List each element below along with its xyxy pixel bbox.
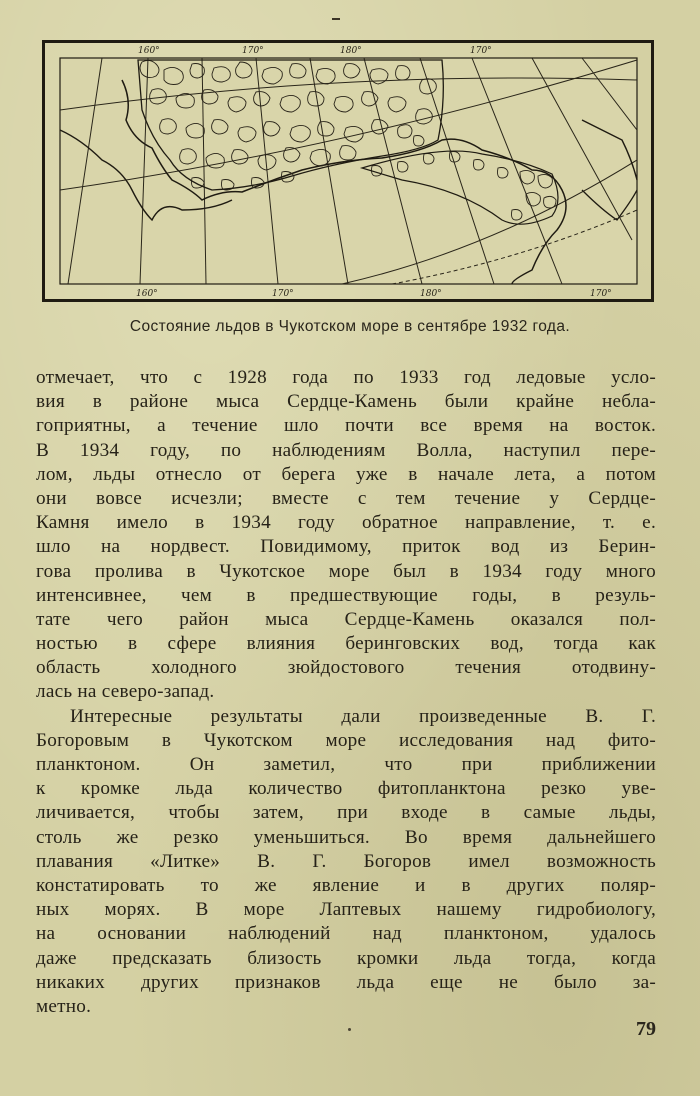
text-line: личивается, чтобы затем, при входе в самые льды, bbox=[36, 802, 656, 824]
text-line: лась на северо-запад. bbox=[36, 681, 215, 703]
text-line: Интересные результаты дали произведенные В. Г. bbox=[70, 705, 656, 727]
text-line: столь же резко уменьшиться. Во время дальнейшего bbox=[36, 826, 656, 848]
text-line: область холодного зюйдостового течения отодвину- bbox=[36, 657, 656, 679]
text-line: планктоном. Он заметил, что при приближении bbox=[36, 754, 656, 775]
text-line: никаких других признаков льда еще не было за- bbox=[36, 971, 656, 993]
text-line: Богоровым в Чукотском море исследования над фито- bbox=[36, 729, 656, 751]
text-line: Камня имело в 1934 году обратное направление, т. е. bbox=[36, 512, 656, 534]
text-line: ных морях. В море Лаптевых нашему гидробиологу, bbox=[36, 899, 656, 921]
text-line: тате чего район мыса Сердце-Камень оказался пол- bbox=[36, 608, 656, 630]
ice-map bbox=[42, 40, 654, 302]
stray-dot bbox=[348, 1028, 351, 1031]
bottom-tick-180: 180° bbox=[420, 289, 442, 299]
text-line: гоприятны, а течение шло почти все время на восток. bbox=[36, 415, 656, 437]
map-caption: Состояние льдов в Чукотском море в сентябре 1932 года. bbox=[129, 318, 571, 335]
text-line: на основании наблюдений над планктоном, удалось bbox=[36, 923, 656, 945]
top-tick-170: 170° bbox=[242, 46, 264, 56]
top-mark bbox=[332, 18, 340, 20]
bottom-tick-160: 160° bbox=[136, 289, 158, 299]
text-line: вия в районе мыса Сердце-Камень были крайне неблa- bbox=[36, 391, 656, 413]
text-line: метно. bbox=[36, 995, 92, 1017]
text-line: даже предсказать близость кромки льда тогда, когда bbox=[36, 947, 656, 969]
text-line: они вовсе исчезли; вместе с тем течение у Сердце- bbox=[36, 487, 656, 509]
text-line: к кромке льда количество фитопланктона резко уве- bbox=[36, 778, 656, 800]
text-line: отмечает, что с 1928 года по 1933 год ледовые усло- bbox=[36, 367, 656, 388]
text-line: шло на нордвест. Повидимому, приток вод из Берин- bbox=[36, 536, 656, 558]
top-tick-160: 160° bbox=[138, 46, 160, 56]
text-line: плавания «Литке» В. Г. Богоров имел возможность bbox=[36, 850, 656, 872]
top-tick-170-w: 170° bbox=[470, 46, 492, 56]
text-line: интенсивнее, чем в предшествующие годы, в резуль- bbox=[36, 584, 656, 606]
bottom-tick-170: 170° bbox=[272, 289, 294, 299]
text-line: лом, льды отнесло от берега уже в начале лета, а потом bbox=[36, 463, 656, 485]
page-number: 79 bbox=[636, 1018, 656, 1040]
top-tick-180: 180° bbox=[340, 46, 362, 56]
text-line: ностью в сфере влияния беринговских вод, тогда как bbox=[36, 633, 656, 655]
body-text bbox=[36, 366, 656, 1019]
bottom-tick-170-w: 170° bbox=[590, 289, 612, 299]
text-line: констатировать то же явление и в других поляр- bbox=[36, 874, 656, 896]
ice-map-svg bbox=[42, 40, 654, 302]
text-line: гова пролива в Чукотское море был в 1934 году много bbox=[36, 560, 656, 582]
text-line: В 1934 году, по наблюдениям Волла, наступил пере- bbox=[36, 439, 656, 461]
